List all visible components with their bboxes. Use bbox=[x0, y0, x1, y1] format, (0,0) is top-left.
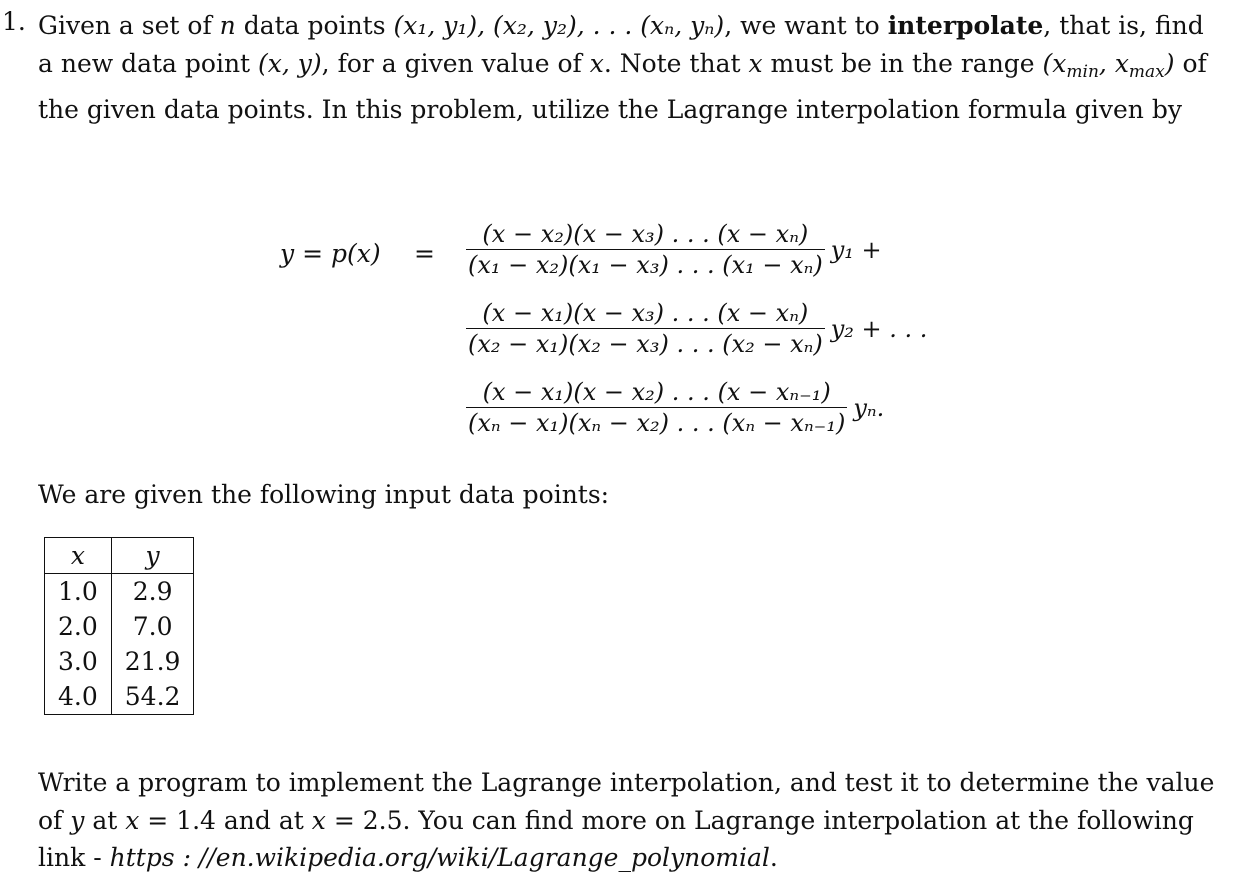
formula-term-1 bbox=[466, 219, 882, 280]
table-cell-y: 54.2 bbox=[111, 679, 194, 715]
term-3-coefficient: yₙ. bbox=[853, 393, 885, 422]
term-3-fraction bbox=[466, 377, 847, 438]
table-cell-y: 7.0 bbox=[111, 609, 194, 644]
intro-text-7: must be in the range bbox=[762, 48, 1043, 78]
data-points-expression: (x₁, y₁), (x₂, y₂), . . . (xₙ, yₙ) bbox=[393, 11, 725, 40]
intro-text-1: Given a set of bbox=[38, 11, 220, 40]
formula-equals: = bbox=[414, 239, 435, 268]
data-points-table bbox=[44, 537, 194, 715]
closing-text-3: = 1.4 and at bbox=[139, 805, 312, 835]
closing-text-4: = 2.5. You can find more on Lagrange interpolation at the following link - bbox=[38, 805, 1194, 872]
formula-term-3 bbox=[466, 377, 884, 438]
table-cell-x: 1.0 bbox=[45, 574, 112, 610]
term-1-numerator: (x − x₂)(x − x₃) . . . (x − xₙ) bbox=[482, 220, 809, 248]
term-3-denominator: (xₙ − x₁)(xₙ − x₂) . . . (xₙ − xₙ₋₁) bbox=[468, 409, 846, 437]
xy-point: (x, y) bbox=[258, 48, 322, 78]
y-variable: y bbox=[70, 805, 85, 835]
intro-paragraph bbox=[38, 7, 1218, 128]
table-header-y: y bbox=[111, 538, 194, 574]
term-1-fraction bbox=[466, 219, 825, 280]
range-separator: , x bbox=[1098, 48, 1129, 78]
range-max-subscript: max bbox=[1128, 61, 1165, 82]
interpolate-keyword: interpolate bbox=[887, 11, 1044, 40]
table-cell-y: 21.9 bbox=[111, 644, 194, 679]
intro-text-2: data points bbox=[235, 11, 394, 40]
intro-text-5: , for a given value of bbox=[321, 48, 590, 78]
table-row bbox=[45, 609, 194, 644]
table-row bbox=[45, 679, 194, 715]
term-2-coefficient: y₂ + . . . bbox=[830, 314, 928, 343]
n-variable: n bbox=[219, 11, 236, 40]
table-header-x: x bbox=[45, 538, 112, 574]
table-cell-y: 2.9 bbox=[111, 574, 194, 610]
given-paragraph bbox=[38, 476, 1218, 514]
wikipedia-link[interactable]: https : //en.wikipedia.org/wiki/Lagrange_polynomial bbox=[109, 843, 770, 872]
intro-text-8: of the given data points. In this problem, utilize the Lagrange interpolation formula given by bbox=[38, 48, 1207, 124]
range-min-subscript: min bbox=[1066, 61, 1099, 82]
formula-lhs: y = p(x) bbox=[280, 239, 381, 268]
closing-text-1: Write a program to implement the Lagrange interpolation, and test it to determine the value of bbox=[38, 768, 1215, 835]
table-cell-x: 3.0 bbox=[45, 644, 112, 679]
given-text: We are given the following input data points: bbox=[38, 480, 610, 509]
term-2-fraction bbox=[466, 298, 825, 359]
term-2-numerator: (x − x₁)(x − x₃) . . . (x − xₙ) bbox=[482, 299, 809, 327]
range-expression bbox=[1042, 48, 1175, 82]
intro-text-3: , we want to bbox=[724, 11, 888, 40]
intro-text-4: , that is, find a new data point bbox=[38, 11, 1204, 78]
table-row bbox=[45, 644, 194, 679]
term-1-coefficient: y₁ + bbox=[830, 235, 882, 264]
x-variable-closing: x bbox=[125, 805, 140, 835]
lagrange-formula bbox=[0, 215, 1236, 455]
x-variable-2: x bbox=[748, 48, 763, 78]
x-variable-closing-2: x bbox=[311, 805, 326, 835]
intro-text-6: . Note that bbox=[603, 48, 749, 78]
table-cell-x: 2.0 bbox=[45, 609, 112, 644]
table-cell-x: 4.0 bbox=[45, 679, 112, 715]
range-open: (x bbox=[1042, 48, 1067, 78]
term-3-numerator: (x − x₁)(x − x₂) . . . (x − xₙ₋₁) bbox=[482, 378, 831, 406]
closing-text-2: at bbox=[84, 805, 126, 835]
x-variable: x bbox=[589, 48, 604, 78]
problem-number: 1. bbox=[2, 7, 26, 36]
table-row bbox=[45, 574, 194, 610]
table-header-row bbox=[45, 538, 194, 574]
formula-term-2 bbox=[466, 298, 927, 359]
term-1-denominator: (x₁ − x₂)(x₁ − x₃) . . . (x₁ − xₙ) bbox=[468, 251, 823, 279]
range-close: ) bbox=[1164, 48, 1175, 78]
closing-paragraph bbox=[38, 764, 1218, 877]
closing-period: . bbox=[769, 843, 778, 872]
term-2-denominator: (x₂ − x₁)(x₂ − x₃) . . . (x₂ − xₙ) bbox=[468, 330, 823, 358]
